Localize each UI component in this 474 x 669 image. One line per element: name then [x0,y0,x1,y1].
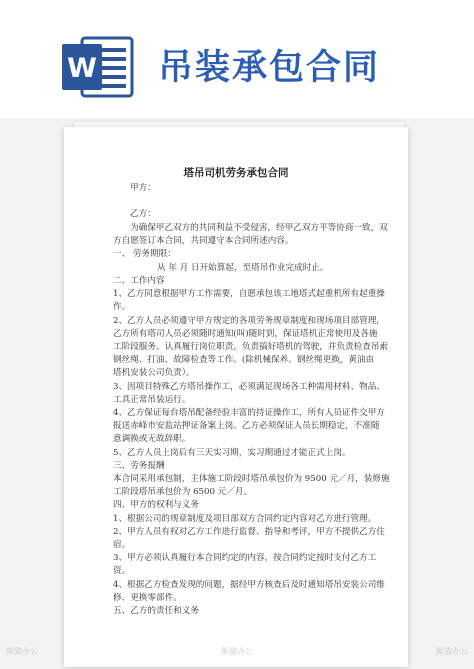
document-title: 塔吊司机劳务承包合同 [183,167,289,179]
word-icon-letter: W [67,53,97,84]
document-line: 修、更换零部件。 [113,593,182,603]
document-line: 方自愿签订本合同，共同遵守本合同所述内容。 [113,236,294,246]
banner [0,0,474,118]
watermark-text: 熊猫办公 [221,647,253,656]
document-line: 为确保甲乙双方的共同利益不受侵害，经甲乙双方平等协商一致，双 [130,223,388,233]
document-line: 工具正常吊装运行。 [113,395,191,405]
document-line: 3、因项目特殊乙方塔吊操作工，必须满足现场各工种需用材料、物品、 [113,382,385,392]
document-line: 意调换或无故辞职。 [113,434,191,444]
document-line: 1、根据公司的规章制度及项目部双方合同约定内容对乙方进行管理。 [113,514,377,524]
document-page [64,127,408,667]
section-heading: 一、 劳务期限： [113,249,176,259]
section-heading: 三、劳务报酬 [113,461,165,471]
banner-title: 吊装承包合同 [158,48,381,88]
document-line: 3、甲方必须认真履行本合同约定的内容，按合同约定按时支付乙方工 [113,553,377,563]
document-line: 宿。 [113,540,131,550]
document-line: 工阶段服务。认真履行岗位职责，负责搞好塔机的驾驶，并负责检查吊索 [113,342,389,352]
document-line: 2、乙方人员必须遵守甲方规定的各项劳务规章制度和现场项目部管理， [113,316,385,326]
document-line: 塔机安装公司负责）。 [113,368,195,378]
document-line: 本合同采用承包制，主体施工阶段时塔吊承包价为 9500 元／月，装修施 [113,474,390,484]
watermark-text: 熊猫办公 [436,647,468,656]
document-line: 钢丝绳、打油、故障检查等工作。(除机械保养、钢丝绳更换，黄油由 [113,355,375,365]
section-heading: 五、乙方的责任和义务 [113,606,199,616]
word-document-icon [60,34,136,100]
party-a-line: 甲方： [130,183,156,193]
document-line: 作。 [113,302,131,312]
document-line: 从 年 月 日开始算起，至塔吊作业完成时止。 [157,263,329,273]
document-line: 2、甲方人员有权对乙方工作进行监督、指导和考评，甲方不提供乙方住 [113,527,385,537]
document-line: 乙方所有塔司人员必须随时通知(叫)随时到，保证塔机正常使用及各施 [113,329,378,339]
section-heading: 四、甲方的权利与义务 [113,500,199,510]
document-line: 报送赤峰市安监站押证备案上岗。乙方必须保证人员长期稳定，不准随 [113,421,380,431]
document-line: 工阶段塔吊承包价为 6500 元／月。 [113,487,253,497]
document-line: 资。 [113,566,131,576]
document-line: 4、乙方保证每台塔吊配备经验丰富的持证操作工，所有人员证件交甲方 [113,408,385,418]
watermark-text: 熊猫办公 [6,647,38,656]
party-b-line: 乙方： [130,209,156,219]
document-line: 4、根据乙方检查发现的问题，据经甲方核查后及时通知塔吊安装公司维 [113,580,385,590]
document-line: 1、乙方同意根据甲方工作需要，自愿承包该工地塔式起重机所有起重操 [113,289,385,299]
document-line: 5、乙方人员上岗后有三天实习期，实习期通过才能正式上岗。 [113,448,351,458]
watermark-strip [0,646,474,664]
section-heading: 二、工作内容 [113,276,165,286]
